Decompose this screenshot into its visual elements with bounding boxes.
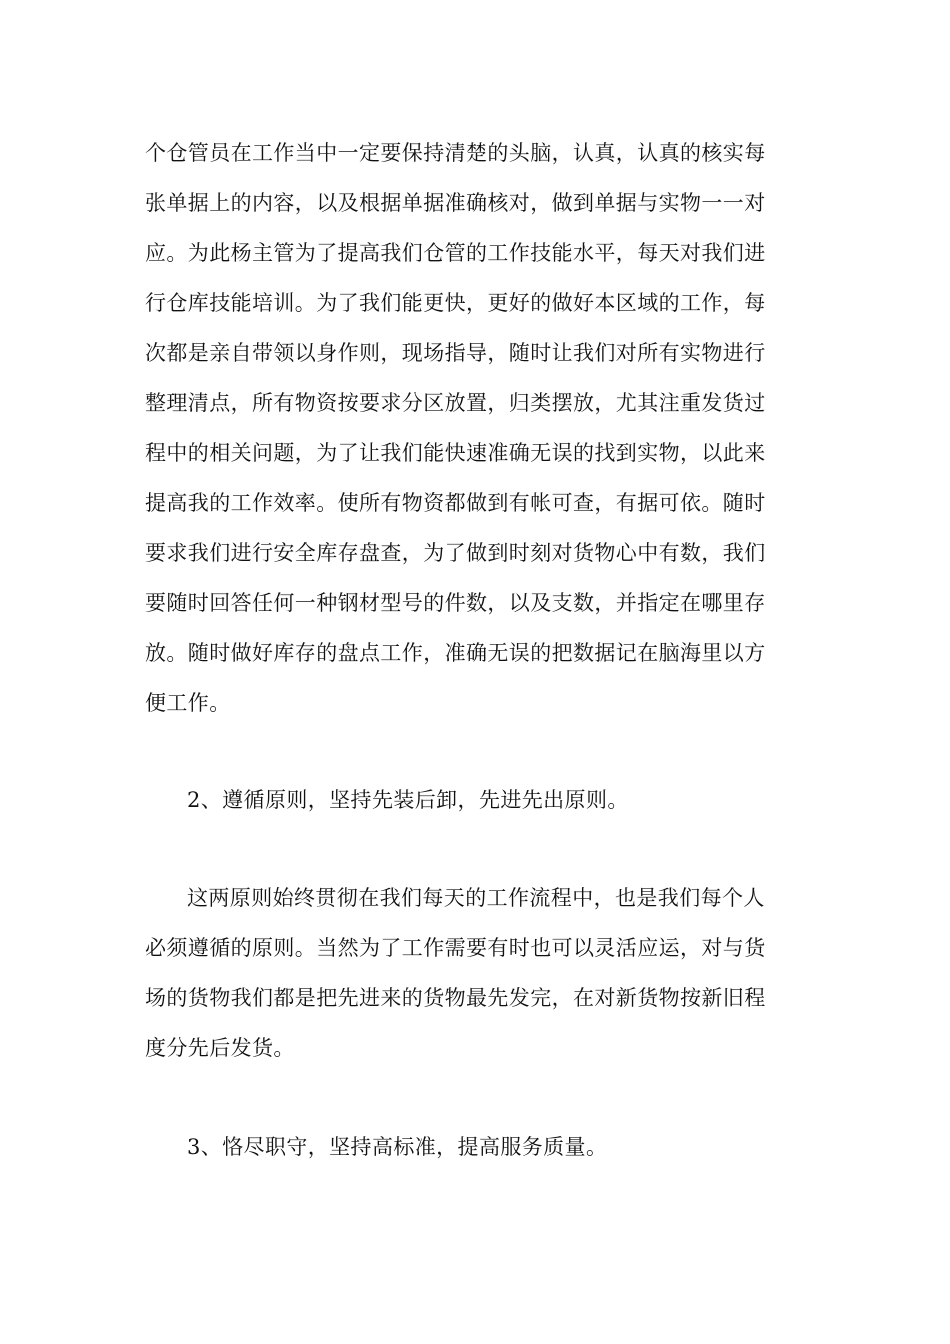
paragraph-line: 要求我们进行安全库存盘查，为了做到时刻对货物心中有数，我们 xyxy=(145,541,766,565)
paragraph-line: 应。为此杨主管为了提高我们仓管的工作技能水平，每天对我们进 xyxy=(145,241,766,265)
paragraph-line: 次都是亲自带领以身作则，现场指导，随时让我们对所有实物进行 xyxy=(145,341,766,365)
paragraph-line: 放。随时做好库存的盘点工作，准确无误的把数据记在脑海里以方 xyxy=(145,641,766,665)
section-heading-text: 3、恪尽职守，坚持高标准，提高服务质量。 xyxy=(187,1135,608,1159)
section-heading-2 xyxy=(145,775,807,825)
section-heading-3 xyxy=(145,1122,807,1172)
paragraph-line: 行仓库技能培训。为了我们能更快，更好的做好本区域的工作，每 xyxy=(145,291,766,315)
section-heading-text: 2、遵循原则，坚持先装后卸，先进先出原则。 xyxy=(187,788,629,812)
paragraph-principles xyxy=(145,873,807,1073)
paragraph-line: 度分先后发货。 xyxy=(145,1036,295,1060)
paragraph-warehouse-duties xyxy=(145,128,807,728)
paragraph-line: 必须遵循的原则。当然为了工作需要有时也可以灵活应运，对与货 xyxy=(145,936,766,960)
paragraph-line: 提高我的工作效率。使所有物资都做到有帐可查，有据可依。随时 xyxy=(145,491,766,515)
paragraph-line: 个仓管员在工作当中一定要保持清楚的头脑，认真，认真的核实每 xyxy=(145,141,766,165)
paragraph-line: 要随时回答任何一种钢材型号的件数，以及支数，并指定在哪里存 xyxy=(145,591,766,615)
paragraph-line: 便工作。 xyxy=(145,691,231,715)
paragraph-line: 这两原则始终贯彻在我们每天的工作流程中，也是我们每个人 xyxy=(187,886,765,910)
paragraph-line: 整理清点，所有物资按要求分区放置，归类摆放，尤其注重发货过 xyxy=(145,391,766,415)
paragraph-line: 场的货物我们都是把先进来的货物最先发完，在对新货物按新旧程 xyxy=(145,986,766,1010)
paragraph-line: 程中的相关问题，为了让我们能快速准确无误的找到实物，以此来 xyxy=(145,441,766,465)
paragraph-line: 张单据上的内容，以及根据单据准确核对，做到单据与实物一一对 xyxy=(145,191,766,215)
